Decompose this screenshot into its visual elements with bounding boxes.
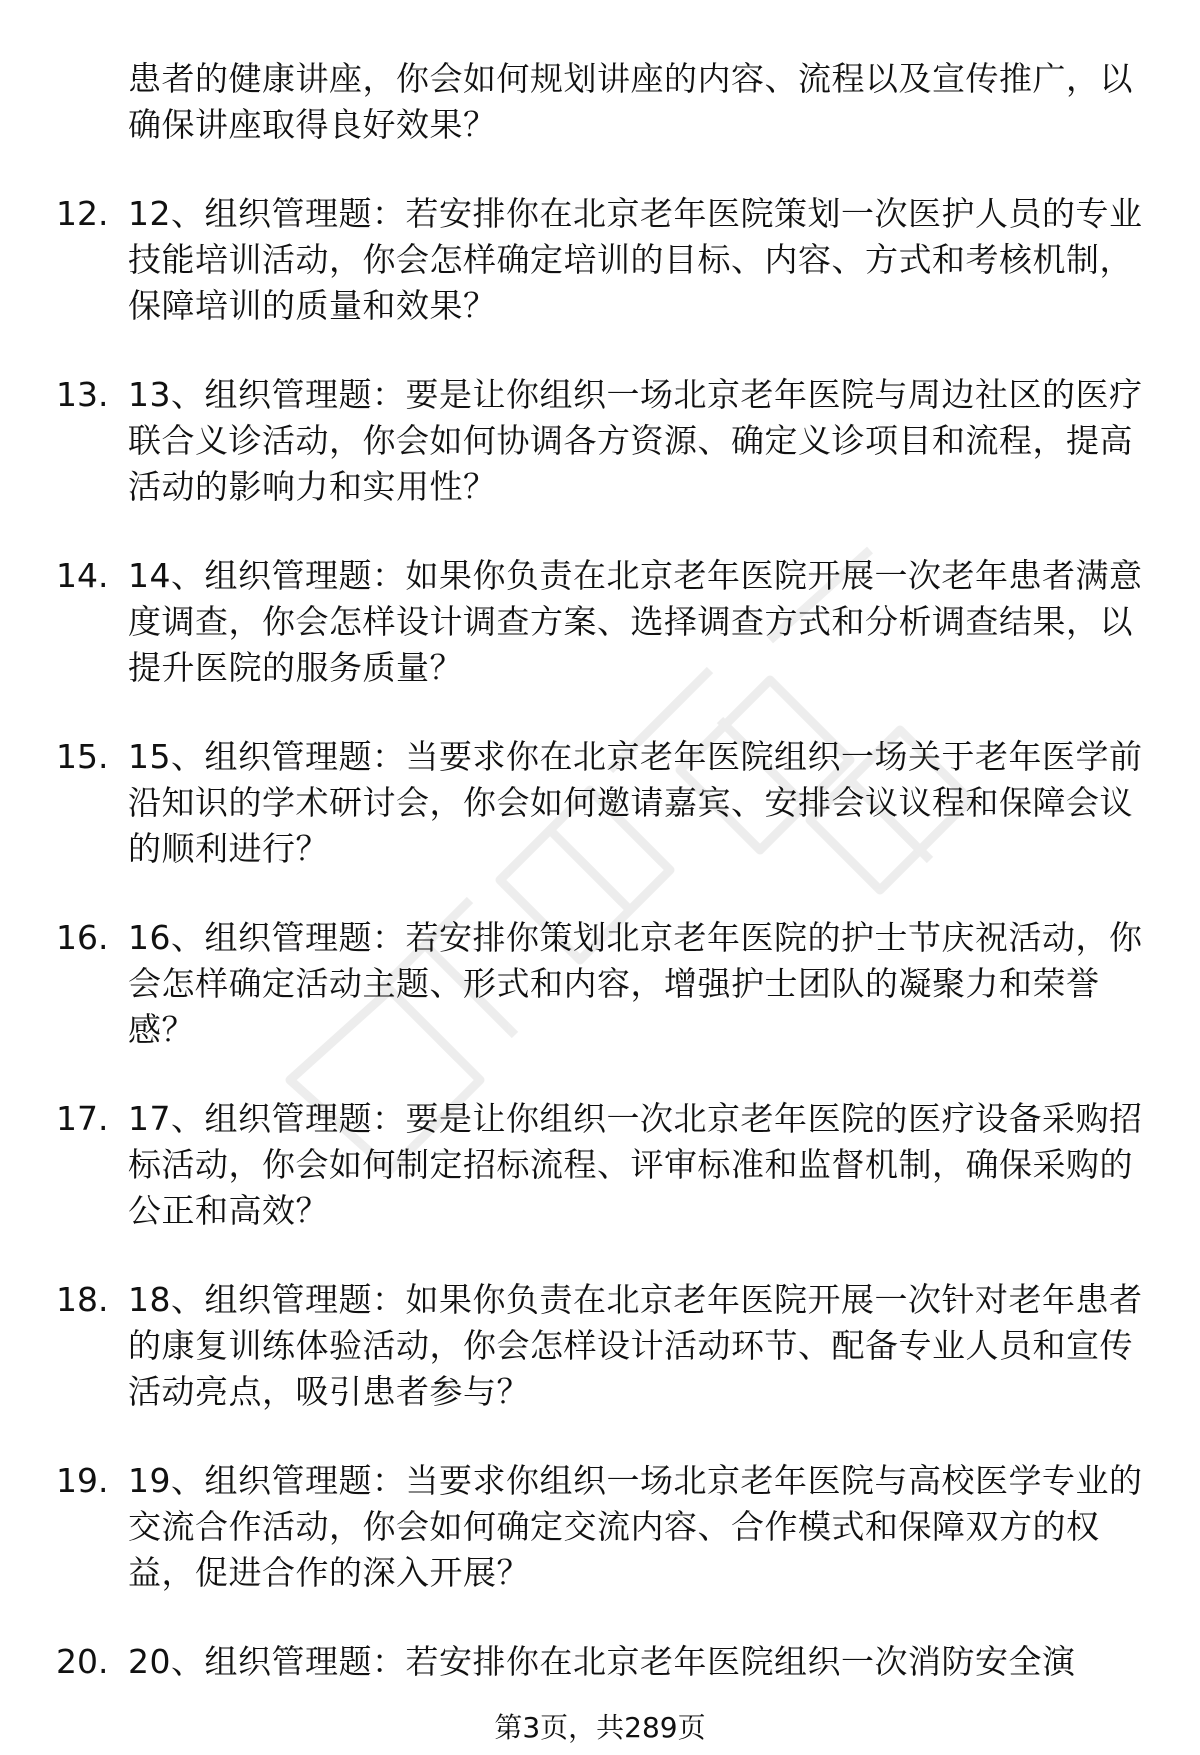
question-number: 15. [56, 737, 109, 776]
question-text: 13、组织管理题：要是让你组织一场北京老年医院与周边社区的医疗联合义诊活动，你会如何协调各方资源、确定义诊项目和流程，提高活动的影响力和实用性？ [128, 375, 1143, 506]
question-number: 12. [56, 194, 109, 233]
question-list [0, 56, 1200, 1728]
question-item [0, 1277, 1200, 1415]
question-text: 18、组织管理题：如果你负责在北京老年医院开展一次针对老年患者的康复训练体验活动，你会怎样设计活动环节、配备专业人员和宣传活动亮点，吸引患者参与？ [128, 1280, 1143, 1411]
question-number: 17. [56, 1099, 109, 1138]
question-number: 16. [56, 918, 109, 957]
question-item [0, 1096, 1200, 1234]
question-item [0, 191, 1200, 329]
question-item [0, 1458, 1200, 1596]
question-text: 20、组织管理题：若安排你在北京老年医院组织一次消防安全演 [128, 1642, 1076, 1681]
question-text: 12、组织管理题：若安排你在北京老年医院策划一次医护人员的专业技能培训活动，你会怎样确定培训的目标、内容、方式和考核机制，保障培训的质量和效果？ [128, 194, 1143, 325]
question-text: 患者的健康讲座，你会如何规划讲座的内容、流程以及宣传推广，以确保讲座取得良好效果？ [128, 59, 1133, 144]
question-item [0, 1639, 1200, 1685]
question-number: 19. [56, 1461, 109, 1500]
question-text: 16、组织管理题：若安排你策划北京老年医院的护士节庆祝活动，你会怎样确定活动主题、形式和内容，增强护士团队的凝聚力和荣誉感？ [128, 918, 1143, 1049]
question-number: 14. [56, 556, 109, 595]
question-item [0, 915, 1200, 1053]
question-text: 17、组织管理题：要是让你组织一次北京老年医院的医疗设备采购招标活动，你会如何制定招标流程、评审标准和监督机制，确保采购的公正和高效？ [128, 1099, 1143, 1230]
question-number: 20. [56, 1642, 109, 1681]
question-text: 15、组织管理题：当要求你在北京老年医院组织一场关于老年医学前沿知识的学术研讨会，你会如何邀请嘉宾、安排会议议程和保障会议的顺利进行？ [128, 737, 1143, 868]
question-item [0, 372, 1200, 510]
question-item [0, 56, 1200, 148]
page-footer: 第3页，共289页 [494, 1711, 706, 1744]
question-item [0, 734, 1200, 872]
question-number: 18. [56, 1280, 109, 1319]
question-text: 14、组织管理题：如果你负责在北京老年医院开展一次老年患者满意度调查，你会怎样设计调查方案、选择调查方式和分析调查结果，以提升医院的服务质量？ [128, 556, 1143, 687]
question-text: 19、组织管理题：当要求你组织一场北京老年医院与高校医学专业的交流合作活动，你会如何确定交流内容、合作模式和保障双方的权益，促进合作的深入开展？ [128, 1461, 1143, 1592]
question-item [0, 553, 1200, 691]
question-number: 13. [56, 375, 109, 414]
